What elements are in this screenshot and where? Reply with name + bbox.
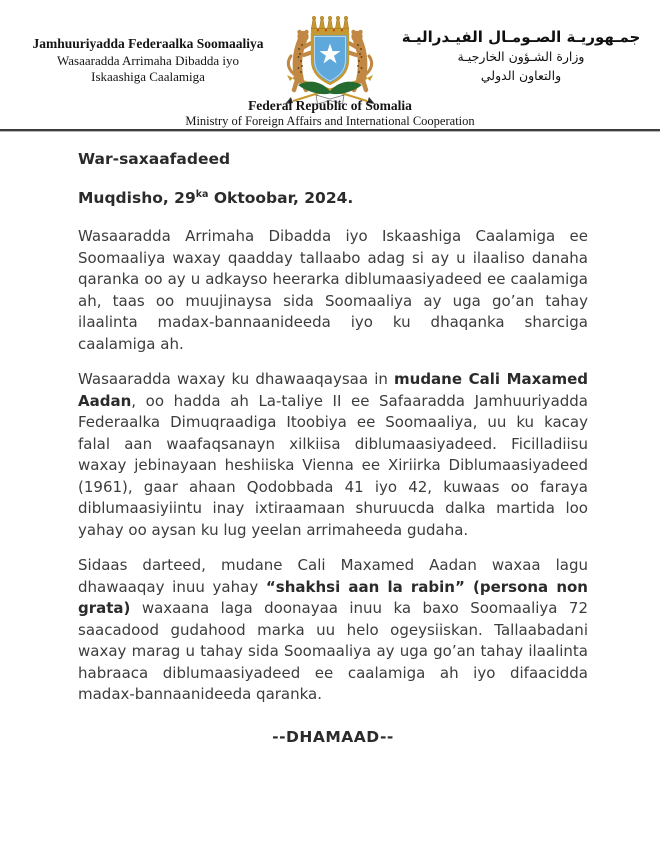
ministry-name-arabic-line1: وزارة الشـؤون الخارجيـة (457, 49, 585, 64)
ministry-name-english: Ministry of Foreign Affairs and International Cooperation (185, 113, 475, 128)
republic-name-arabic: جمـهوريـة الصـومـال الفيـدراليـة (401, 28, 641, 46)
press-release-title: War-saxaafadeed (78, 150, 231, 168)
paragraph-3: Sidaas darteed, mudane Cali Maxamed Aadan waxaa lagu dhawaaqay inuu yahay “shakhsi aan la rabin” (persona non grata) waxaana laga doonayaa inuu ka baxo Soomaaliya 72 saacadood gudahood marka uu helo ogeysiiskan. Tallaabadani waxay marag u tahay sida Soomaaliya ay uga go’an tahay ilaalinta habraaca diblumaasiyadeed ee caalamiga ah iyo difaacidda madax-bannaanideeda qaranka. (78, 556, 588, 703)
ministry-name-arabic-line2: والتعاون الدولي (480, 68, 562, 83)
republic-name-somali: Jamhuuriyadda Federaalka Soomaaliya (32, 36, 264, 51)
letterhead-somali-block (16, 36, 280, 86)
header-divider (0, 129, 660, 132)
letterhead-english-block (0, 99, 660, 128)
ministry-name-somali-line1: Wasaaradda Arrimaha Dibadda iyo (57, 52, 239, 68)
paragraph-2: Wasaaradda waxay ku dhawaaqaysaa in mudane Cali Maxamed Aadan, oo hadda ah La-taliye II ee Safaaradda Jamhuuriyadda Federaalka Dimuqraadiga Itoobiya ee Soomaaliya, uu ku kacay falal aan waafaqsanayn xilkiisa diblumaasiyadeed. Ficilladiisu waxay jebinayaan heshiiska Vienna ee Xiriirka Diblumaasiyadeed (1961), gaar ahaan Qodobbada 41 iyo 42, kuwaas oo faraya diblumaasiyiintu inay ixtiraamaan shuruucda dalka martida loo yahay oo aysan ku lug yeelan arrimaheeda gudaha. (78, 370, 589, 539)
letterhead-arabic-block (388, 28, 654, 85)
document-body (78, 150, 588, 746)
paragraph-1: Wasaaradda Arrimaha Dibadda iyo Iskaashiga Caalamiga ee Soomaaliya waxay qaadday tallaabo adag si ay u ilaaliso danaha qaranka oo ay u adkayso heerarka diblumaasiyadeed ee caalamiga ah, taas oo muujinaysa sida Soomaaliya ay uga go’an tahay ilaalinta madax-bannaanideeda iyo ku dhaqanka sharciga caalamiga ah. (78, 227, 588, 353)
ministry-name-somali-line2: Iskaashiga Caalamiga (91, 69, 205, 84)
republic-name-english: Federal Republic of Somalia (248, 98, 412, 113)
somalia-coat-of-arms-icon (271, 11, 389, 110)
dateline: Muqdisho, $29^{ka}$ Oktoobar, 2024. (78, 188, 354, 207)
end-marker: --DHAMAAD-- (272, 727, 394, 746)
